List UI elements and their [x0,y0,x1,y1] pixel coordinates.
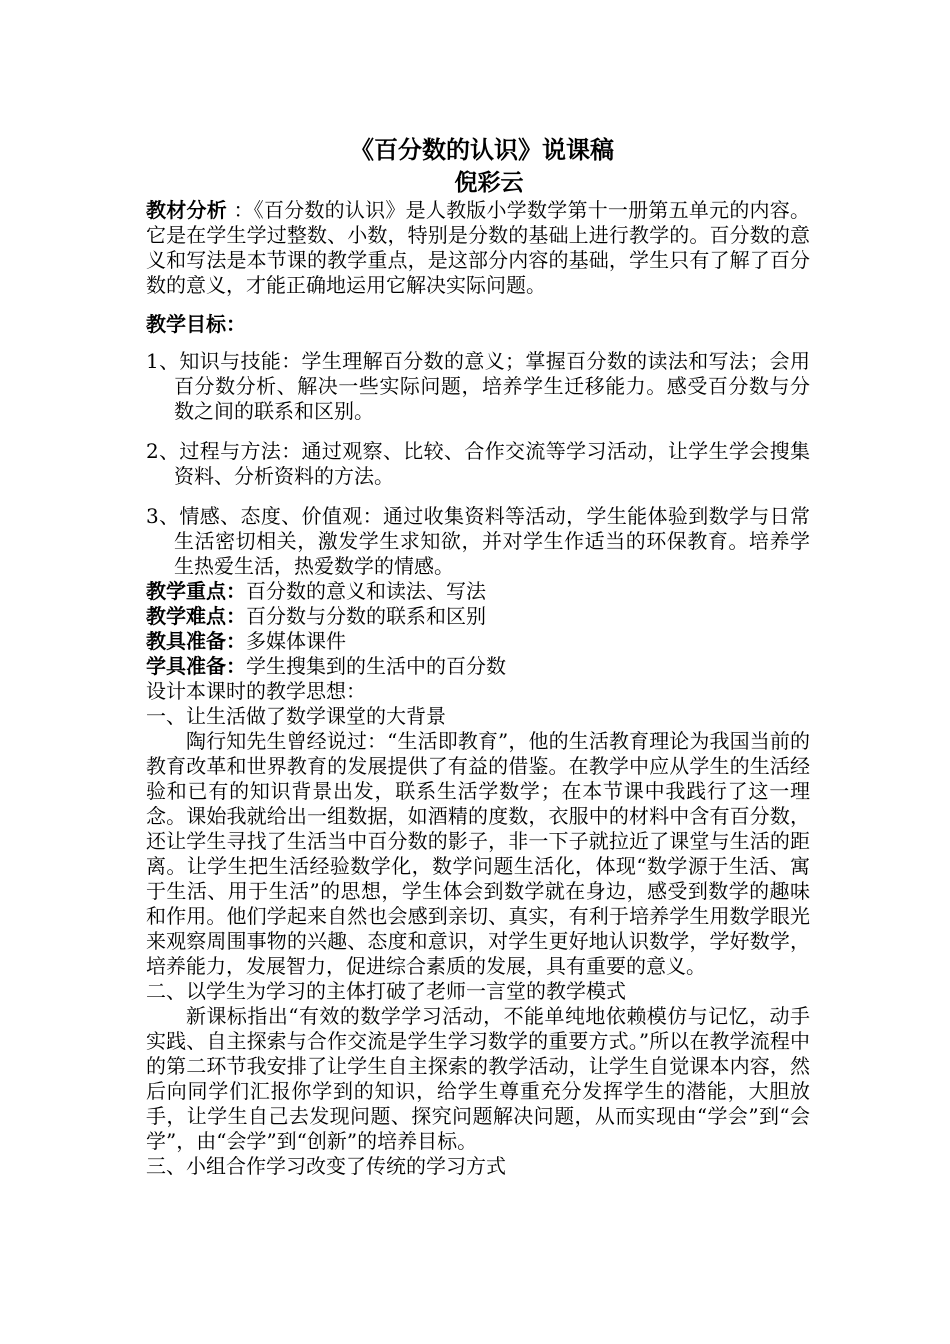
student-tools-label: 学具准备： [146,654,246,678]
goal-item: 3、情感、态度、价值观：通过收集资料等活动，学生能体验到数学与日常生活密切相关，激发学生求知欲，并对学生作适当的环保教育。培养学生热爱生活，热爱数学的情感。 [146,504,810,578]
section-heading: 三、小组合作学习改变了传统的学习方式 [146,1154,506,1178]
section-heading: 二、以学生为学习的主体打破了老师一言堂的教学模式 [146,979,626,1003]
section-body: 新课标指出“有效的数学学习活动，不能单纯地依赖模仿与记忆，动手实践、自主探索与合作交流是学生学习数学的重要方式。”所以在教学流程中的第二环节我安排了让学生自主探索的教学活动，让学生自觉课本内容，然后向同学们汇报你学到的知识，给学生尊重充分发挥学生的潜能，大胆放手，让学生自己去发现问题、探究问题解决问题，从而实现由“学会”到“会学”，由“会学”到“创新”的培养目标。 [146,1004,810,1153]
goals-heading: 教学目标： [146,312,246,336]
document-author: 倪彩云 [454,169,524,196]
analysis-text: ：《百分数的认识》是人教版小学数学第十一册第五单元的内容。它是在学生学过整数、小数，特别是分数的基础上进行教学的。百分数的意义和写法是本节课的教学重点，是这部分内容的基础，学生只有了解了百分数的意义，才能正确地运用它解决实际问题。 [146,198,811,297]
difficulties-label: 教学难点： [146,604,246,628]
key-points-line [146,579,810,604]
section-body: 陶行知先生曾经说过：“生活即教育”，他的生活教育理论为我国当前的教育改革和世界教育的发展提供了有益的借鉴。在教学中应从学生的生活经验和已有的知识背景出发，联系生活学数学；在本节课中我践行了这一理念。课始我就给出一组数据，如酒精的度数，衣服中的材料中含有百分数，还让学生寻找了生活当中百分数的影子，非一下子就拉近了课堂与生活的距离。让学生把生活经验数学化，数学问题生活化，体现“数学源于生活、寓于生活、用于生活”的思想，学生体会到数学就在身边，感受到数学的趣味和作用。他们学起来自然也会感到亲切、真实，有利于培养学生用数学眼光来观察周围事物的兴趣、态度和意识，对学生更好地认识数学，学好数学，培养能力，发展智力，促进综合素质的发展，具有重要的意义。 [146,729,810,978]
key-points-text: 百分数的意义和读法、写法 [246,579,486,603]
analysis-paragraph [146,198,810,298]
difficulties-line [146,604,810,629]
design-intro: 设计本课时的教学思想： [146,679,366,703]
teacher-tools-label: 教具准备： [146,629,246,653]
student-tools-line [146,654,810,679]
section-heading: 一、让生活做了数学课堂的大背景 [146,704,446,728]
student-tools-text: 学生搜集到的生活中的百分数 [246,654,506,678]
goal-item: 2、过程与方法：通过观察、比较、合作交流等学习活动，让学生学会搜集资料、分析资料的方法。 [146,439,810,488]
document-content [146,132,810,1179]
key-points-label: 教学重点： [146,579,246,603]
teacher-tools-text: 多媒体课件 [246,629,346,653]
analysis-label: 教材分析 [146,198,227,222]
goal-item: 1、知识与技能：学生理解百分数的意义；掌握百分数的读法和写法；会用百分数分析、解决一些实际问题，培养学生迁移能力。感受百分数与分数之间的联系和区别。 [146,349,810,423]
document-title: 《百分数的认识》说课稿 [350,135,614,164]
teacher-tools-line [146,629,810,654]
difficulties-text: 百分数与分数的联系和区别 [246,604,486,628]
